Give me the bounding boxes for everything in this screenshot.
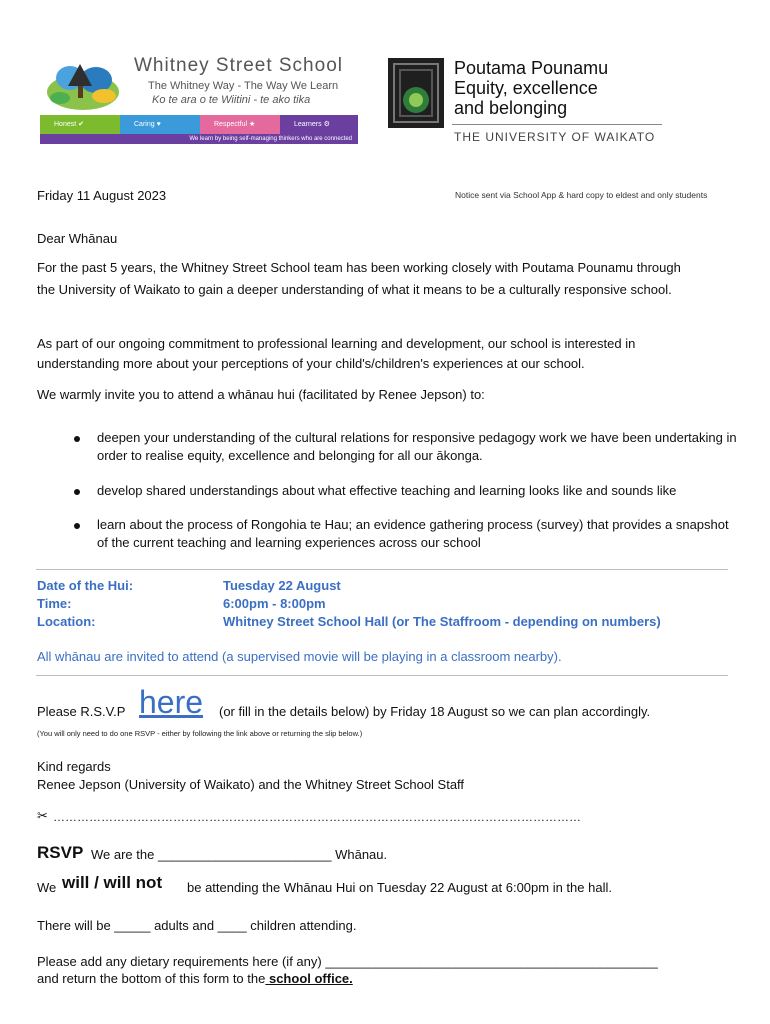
divider-top xyxy=(36,569,728,570)
paragraph-3: We warmly invite you to attend a whānau hui (facilitated by Renee Jepson) to: xyxy=(37,387,485,402)
university-name: THE UNIVERSITY OF WAIKATO xyxy=(454,130,656,144)
time-value: 6:00pm - 8:00pm xyxy=(223,596,326,611)
we-label: We xyxy=(37,880,57,895)
rsvp-prompt: Please R.S.V.P xyxy=(37,704,126,719)
value-caring: Caring ♥ xyxy=(120,115,200,134)
signatories: Renee Jepson (University of Waikato) and the Whitney Street School Staff xyxy=(37,777,465,792)
time-label: Time: xyxy=(37,596,72,611)
sign-off: Kind regards xyxy=(37,759,111,774)
dietary-field[interactable]: Please add any dietary requirements here (if any) ______________________________________________ xyxy=(37,954,658,969)
paragraph-1: For the past 5 years, the Whitney Street School team has been working closely with Poutama Pounamu through the University of Waikato to gain a deeper understanding of what it means to be a culturally responsive school. xyxy=(37,260,681,297)
cut-line: …………………………………………………………………………………………………………………… xyxy=(53,810,581,824)
rsvp-note: (You will only need to do one RSVP - either by following the link above or returning the slip below.) xyxy=(37,729,363,738)
invite-note: All whānau are invited to attend (a supervised movie will be playing in a classroom nearby). xyxy=(37,649,562,664)
school-banner: We learn by being self-managing thinkers who are connected xyxy=(40,134,358,144)
rsvp-deadline: (or fill in the details below) by Friday 18 August so we can plan accordingly. xyxy=(219,704,651,719)
school-name: Whitney Street School xyxy=(134,55,343,76)
attendance-text: be attending the Whānau Hui on Tuesday 22 August at 6:00pm in the hall. xyxy=(187,880,612,895)
whanau-name-field[interactable]: We are the ________________________ Whānau. xyxy=(91,847,388,862)
location-value: Whitney Street School Hall (or The Staffroom - depending on numbers) xyxy=(223,614,661,629)
return-text: and return the bottom of this form to the xyxy=(37,971,266,986)
partner-motto-1: Equity, excellence xyxy=(454,78,598,98)
partner-divider xyxy=(452,124,662,125)
greeting: Dear Whānau xyxy=(37,231,118,246)
divider-bottom xyxy=(36,675,728,676)
bullet-1: deepen your understanding of the cultural relations for responsive pedagogy work we have been undertaking in order to realise equity, excellence and belonging for all our ākonga. xyxy=(97,430,737,463)
rsvp-heading: RSVP xyxy=(37,843,84,862)
date-label: Date of the Hui: xyxy=(37,578,134,593)
partner-motto-2: and belonging xyxy=(454,98,568,118)
return-instructions xyxy=(37,969,353,988)
value-learners: Learners ⚙ xyxy=(280,115,358,134)
paragraph-2: As part of our ongoing commitment to professional learning and development, our school is interested in understanding more about your perceptions of your child's/children's experiences at our school. xyxy=(37,336,636,371)
value-honest: Honest ✔ xyxy=(40,115,120,134)
school-tagline-maori: Ko te ara o te Wiitini - te ako tika xyxy=(152,94,311,106)
attendance-choice[interactable]: will / will not xyxy=(62,873,163,892)
bullet-2-dot xyxy=(74,489,80,495)
bullet-3-dot xyxy=(74,523,80,529)
notice-text: Notice sent via School App & hard copy to eldest and only students xyxy=(455,190,708,200)
attendee-count-field[interactable]: There will be _____ adults and ____ children attending. xyxy=(37,918,357,933)
bullet-3: learn about the process of Rongohia te Hau; an evidence gathering process (survey) that provides a snapshot of the current teaching and learning experiences across our school xyxy=(97,517,729,550)
school-office: school office. xyxy=(265,971,353,986)
bullet-1-dot xyxy=(74,436,80,442)
poutama-logo xyxy=(388,58,444,128)
rsvp-link[interactable]: here xyxy=(139,684,204,720)
location-label: Location: xyxy=(37,614,96,629)
partner-name: Poutama Pounamu xyxy=(454,58,609,78)
bullet-2: develop shared understandings about what effective teaching and learning looks like and sounds like xyxy=(97,483,677,498)
school-values-bar xyxy=(40,115,358,134)
date-value: Tuesday 22 August xyxy=(223,578,341,593)
value-respectful: Respectful ★ xyxy=(200,115,280,134)
school-tagline: The Whitney Way - The Way We Learn xyxy=(148,80,339,92)
letter-date: Friday 11 August 2023 xyxy=(37,188,167,203)
school-logo xyxy=(40,56,126,112)
scissors-icon: ✂ xyxy=(37,808,48,823)
